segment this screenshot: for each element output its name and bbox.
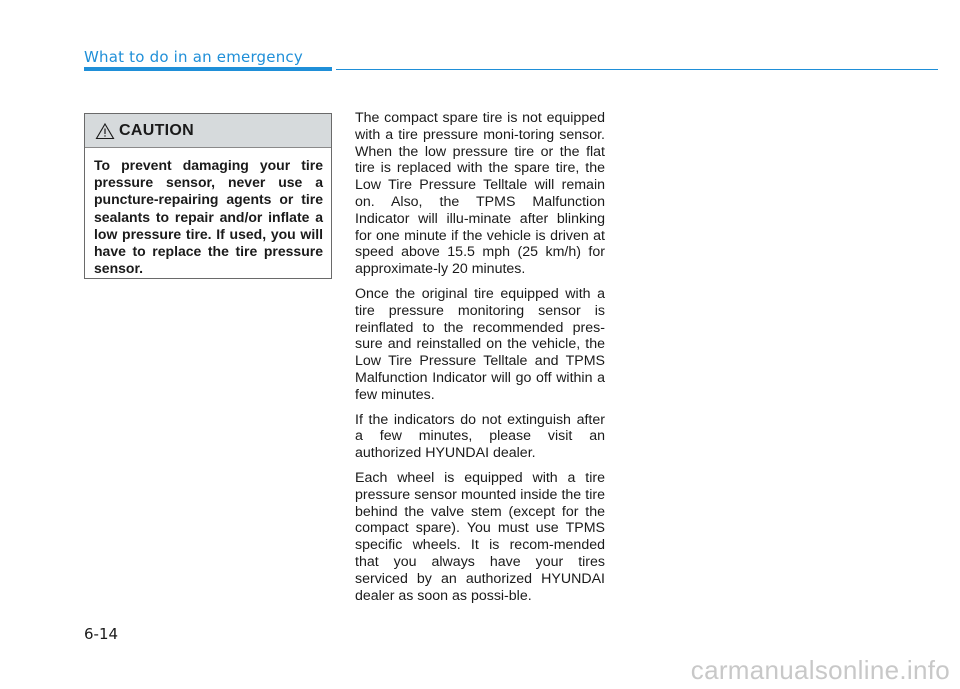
body-paragraph: If the indicators do not extinguish after a few minutes, please visit an authorized HYUNDAI dealer.: [355, 411, 605, 462]
header-rule-thin: [336, 69, 938, 71]
watermark-text: carmanualsonline.info: [690, 655, 950, 685]
body-paragraph: The compact spare tire is not equipped with a tire pressure moni-toring sensor. When the low pressure tire or the flat tire is replaced with the spare tire, the Low Tire Pressure Telltale will remain on. Also, the TPMS Malfunction Indicator will illu-minate after blinking for one minute if the vehicle is driven at speed above 15.5 mph (25 km/h) for approximate-ly 20 minutes.: [355, 110, 605, 278]
body-paragraph: Each wheel is equipped with a tire pressure sensor mounted inside the tire behind the valve stem (except for the compact spare). You must use TPMS specific wheels. It is recom-mended that you always have your tires serviced by an authorized HYUNDAI dealer as soon as possi-ble.: [355, 469, 605, 604]
page-number: 6-14: [84, 625, 119, 643]
caution-text: To prevent damaging your tire pressure sensor, never use a puncture-repairing agents or tire sealants to repair and/or inflate a low pressure tire. If used, you will have to replace the tire pressure sensor.: [94, 157, 323, 277]
caution-label: CAUTION: [119, 121, 194, 139]
body-text-column: [355, 110, 605, 612]
header-rule-thick: [84, 67, 332, 71]
section-title: What to do in an emergency: [84, 48, 303, 66]
caution-header: [85, 114, 331, 148]
caution-box: [84, 113, 332, 279]
body-paragraph: Once the original tire equipped with a tire pressure monitoring sensor is reinflated to the recommended pres-sure and reinstalled on the vehicle, the Low Tire Pressure Telltale and TPMS Malfunction Indicator will go off within a few minutes.: [355, 285, 605, 403]
warning-triangle-icon: [95, 122, 115, 140]
